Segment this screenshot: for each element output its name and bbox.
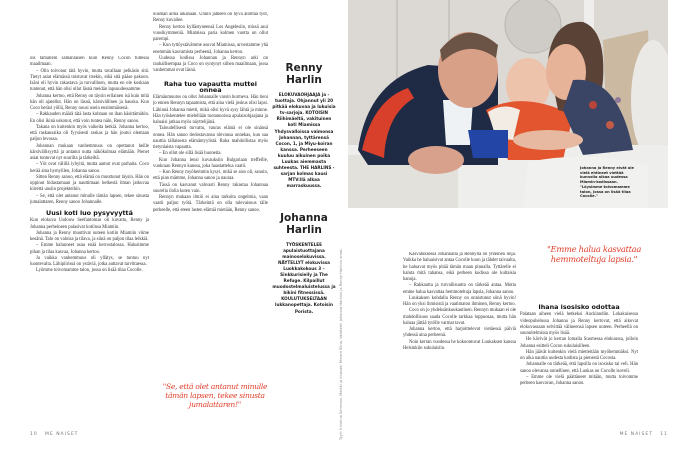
paragraph: Johannalle on tärkeää, että lapsilla on isosisko tai veli. Hän sanoo olevansa onnellinen, että Luukas on Cocolle isoveli. — [520, 362, 638, 374]
paragraph: Sitten Renny sanoo, että elämä on muuttunut täysin. Hän on oppinut hidastamaan ja nauttimaan hetkestä ilman jatkuvaa kiirettä uusiin projekteihin. — [30, 174, 149, 193]
paragraph: – Kun Renny myöhemmin kysyi, mikä se aiso oli, sanoin, että pian mämme, Johanna sanoo ja nauraa. — [153, 170, 268, 182]
paragraph: Hän jäävät kuitenkin vielä mietteitään myöhemmäksi. Nyt on aika nauttia uudesta kodista ja pienestä Cocosta. — [520, 349, 638, 361]
left-column-2 — [153, 12, 268, 372]
magazine-title: ME NAISET — [619, 432, 653, 437]
paragraph: Ja vaikka vanhemmuus oli yllätys, se tuntuu nyt luontevalta. Lähipiirissä on ystäviä, jotka auttavat tarvittaessa. — [30, 255, 149, 267]
sidebar-johanna — [272, 212, 336, 315]
paragraph: He kävivät jo kerran lomalla Suomessa elokuussa, jolloin Johanna esitteli Cocon sukulaisilleen. — [520, 337, 638, 349]
paragraph: uusman aima aikanaan. Unnin jälkeen on hyvä aloittaa työt, Renny kuvailee. — [153, 12, 268, 24]
paragraph: Johanna kertoo, että Renny on täysin erilainen isä kuin mitä hän oli ajatellut. Hän on läsnä, kärsivällinen ja hauska. Kun Coco heräsi yöllä, Renny nousi usein ensimmäisenä. — [30, 93, 149, 111]
subheading: Uusi koti luo pysyvyyttä — [46, 209, 133, 217]
paragraph: Tässä on kasvanut vahvasti Renny rakastaa Johannaa suurella ilolla kuten vain. — [153, 182, 268, 194]
right-column-2 — [520, 300, 638, 420]
left-column-1 — [30, 56, 149, 418]
photo-caption: Johanna ja Renny eivät ole vielä ehtineet viettää kunnolla aikaa uudessa Miamin-kodissaan. "Löysimme toivomamme talon, jossa on lisää tilaa Cocolle." — [580, 166, 634, 199]
paragraph: Takana on kuitenkin myös vaikeita hetkiä. Johanna kertoo, että raskausaika oli fyysisesti raskas ja hän joutui olemaan paljon levossa. — [30, 124, 149, 143]
sidebar-name: Renny Harlin — [285, 62, 323, 86]
sidebar-renny — [272, 62, 336, 190]
paragraph: Noin kerran vuodessa he kokoontuvat Luukaksen kanssa Helsinkiin sukulaisiin. — [403, 339, 516, 351]
photo-credit: Tyyli: Kristiina Semman. Meikki ja hiukset: Miriam Elina. Vaatteet: Johanna Harlinin ja Renny Harlinin omat. — [339, 248, 343, 440]
magazine-title: ME NAISET — [45, 432, 79, 437]
paragraph: Coco on jo yhdeksänkuukautinen. Rennyn mukaan ei ole mahdollisuus saada Cocolle tarkkaa loppuosaa, mutta hän haluaa jättää tytölle varmat tavat. — [403, 308, 516, 326]
paragraph: – Rakkauden määrä tätä lasta kohtaan on ihan käsittämätön. En olisi ikinä uskonut, että voin tuntea näin, Renny sanoo. — [30, 112, 149, 124]
paragraph: Renny kertoo kyllästyneensä Los Angelesiin, missä asui vuosikymmeniä. Miamissa paria kolmen vuotta on ollut parempi. — [153, 24, 268, 42]
paragraph: ois tämällein samanlaisen kuin Renny Cocon tullessa maailmaan. — [30, 56, 149, 68]
paragraph: Taloudellisesti turvattu, vauras elämä ei ole sinänsä onnea. Hän sanoo tiedostavansa olevansa onnekas, kun saa nauttia tällaisesta elämäntyylistä. Raha mahdollistaa myös tietynlaista vapautta. — [153, 126, 268, 150]
paragraph: – En ollut ole sillä lisää huoneita. — [159, 151, 222, 157]
paragraph: – Emme halunneet asua enää kerrostalossa. Halusimme pihan ja tilaa kasvaa, Johanna kertoo. — [30, 243, 149, 255]
paragraph: – Olin toivonut tätä hyvin, mutta tavallaan pelkäsin sitä. Tietyt asiat elämässä toistuvat itsekin, eikä sitä pääse pakoon. Isäni oli hyvin rakastava ja turvallinen, mutta en ole koskaan tuntenut, että hän olisi ollut läsnä meidän lapsuudessamme. — [30, 68, 149, 93]
paragraph: – Kun tyttöystävämme asuvat Miamissa, arvostamme yhä enemmän kasvamista perheenä, Johanna kertoo. — [153, 43, 268, 55]
paragraph: Palataan aiheen vielä hetkeksi Aucklandiin. Lokakuisessa videopuhelussa Johanna ja Renny kertovat, että aikovat elokuvassaan selvittää välineensä lapsen uuteen. Perheellä on suunnitelmissa myös lisää. — [520, 312, 638, 336]
paragraph: Lyömme toivomamme talon, jossa on lisää tilaa Cocolle. — [36, 268, 143, 274]
sidebar-bio: ELOKUVAOHJAAJA ja -tuottaja. Ohjannut yli 20 pitkää elokuvaa ja lukuisia tv-sarjoja. KOTOISIN Riihimäeltä, vakituinen koti Miamissa Yhdysvalloissa vaimonsa Johannan, tyttärensä Cocon, 1, ja Miyu-koiran kanssa. Perheeseen kuuluu aikuinen poika Luukas aiemmasta suhteesta. THE HARLINS -sarjan kolmas kausi MTV:llä alkaa marraskuussa. — [272, 92, 336, 189]
paragraph: – Yöt ovat välillä lyhyitä, mutta aamut ovat parhaita. Coco herää aina hymyillen, Johanna sanoo. — [30, 162, 149, 174]
paragraph: Johannan mukaan vanhemmuus on opettanut heille kärsivällisyyttä ja antanut uutta näkökulmaa elämään. Pienet asiat tuntuvat nyt suurilta ja tärkeiltä. — [30, 143, 149, 161]
subheading: Ihana isosisko odottaa — [538, 303, 620, 311]
paragraph: – Rakkautta ja turvallisuutta on tärkeää antaa. Mutta emme halua kasvattaa hemmoteltuja lapsia, Johanna sanoo. — [403, 283, 516, 295]
page-number: 10 — [30, 432, 38, 437]
subheading: Raha tuo vapautta muttei onnea — [164, 79, 257, 94]
paragraph: Luukaksen kohdalla Renny on onnistunut siinä hyvin! Hän on yksi ihmisistä ja vaatimaton ihminen, Renny kertoo. — [403, 295, 516, 307]
folio-left — [30, 432, 78, 437]
pull-quote: "Emme halua kasvattaa hemmoteltuja lapsia." — [546, 244, 642, 264]
right-column-1 — [403, 252, 516, 420]
page-number: 11 — [660, 432, 668, 437]
paragraph: Elämänmuutos on ollut Johannalle varsin hurmeva. Hän tieni jo ennen Rennyn tapaamista, että aina vielä joskus olisi lapsi. Lähinnä Johanna mietti, mikä olisi hyvä sysy lähtä ja minne. Hän työskentelee mielellään tuotannoissa apulaisohjaajana ja haluaisi jatkaa myös näyttelijänä. — [153, 95, 268, 125]
paragraph: Kun elokuva Usdouw Seefantomas oli kuvattu, Renny ja Johanna perheineen palasivat kotiinsa Miamiin. — [30, 218, 149, 230]
family-photo — [348, 0, 668, 208]
sidebar-name: Johanna Harlin — [280, 211, 328, 236]
sidebar — [272, 62, 336, 315]
sidebar-bio: TYÖSKENTELEE apulaistuottajana mainoselokuvissa. NÄYTELLYT elokuvissa Luokkakokous 3 – Sinkkurisieily ja The Refuge. Kilpaillut muodostelmaluistelussa ja bikini fitnessissä. KOULUTUKSELTAAN lukkanopettaja. Kotoisin Porista. — [272, 241, 336, 314]
paragraph: Kun Johanna lensi kuvauksiin Bulgariaan treffeille, vuokraan Rennyn kanssa, joka haastattelua vaatii. — [153, 157, 268, 169]
folio-right — [620, 432, 668, 437]
paragraph: Johanna kertoo, että harjoittelevat vietäessä päiviä yhdessä aina perheenä. — [403, 327, 516, 339]
paragraph: Kasvatuksessa Johannalla ja Rennyllä on yhteinen linja. Vaikka he haluaisivat antaa Cocolle kuun ja tähdet taivaalta, he haluavat myös pitää tämän maan pinnalla. Tyttärelle ei haluta mitä tahansa, eikä perheen kodissa ole kultaisia hanoja. — [403, 252, 516, 282]
paragraph: Johanna ja Renny muuttivat uuteen kotiin Miamiin viime kesänä. Talo on valoisa ja tilava, ja siinä on paljon tilaa leikkiä. — [30, 230, 149, 242]
paragraph: – Se, että olet antanut minulle tämän lapsen, tekee sinusta jumalattaren, Renny sanoo Johannalle. — [30, 193, 149, 205]
paragraph: – Emme ole vielä päättäneet mitään, mutta toivomme perheen kasvavan, Johanna sanoo. — [520, 374, 638, 386]
pull-quote: "Se, että olet antanut minulle tämän lapsen, tekee sinusta jumalattaren!" — [162, 382, 268, 409]
paragraph: Uudessa kodissa Johannan ja Rennyn arki on rauhallisempaa ja Coco on syntynyt siihen maailmaan, jossa vanhemmat ovat läsnä. — [153, 55, 268, 74]
paragraph: Rennyn mukaan ilmiö ei aina tarkoita ongelmia, vaan vaatii paljon työtä. Tärkeintä on olla tulevaisuus tälle perheelle, että eteen lasten elämiä mietään, Renny sanoo. — [153, 195, 268, 213]
